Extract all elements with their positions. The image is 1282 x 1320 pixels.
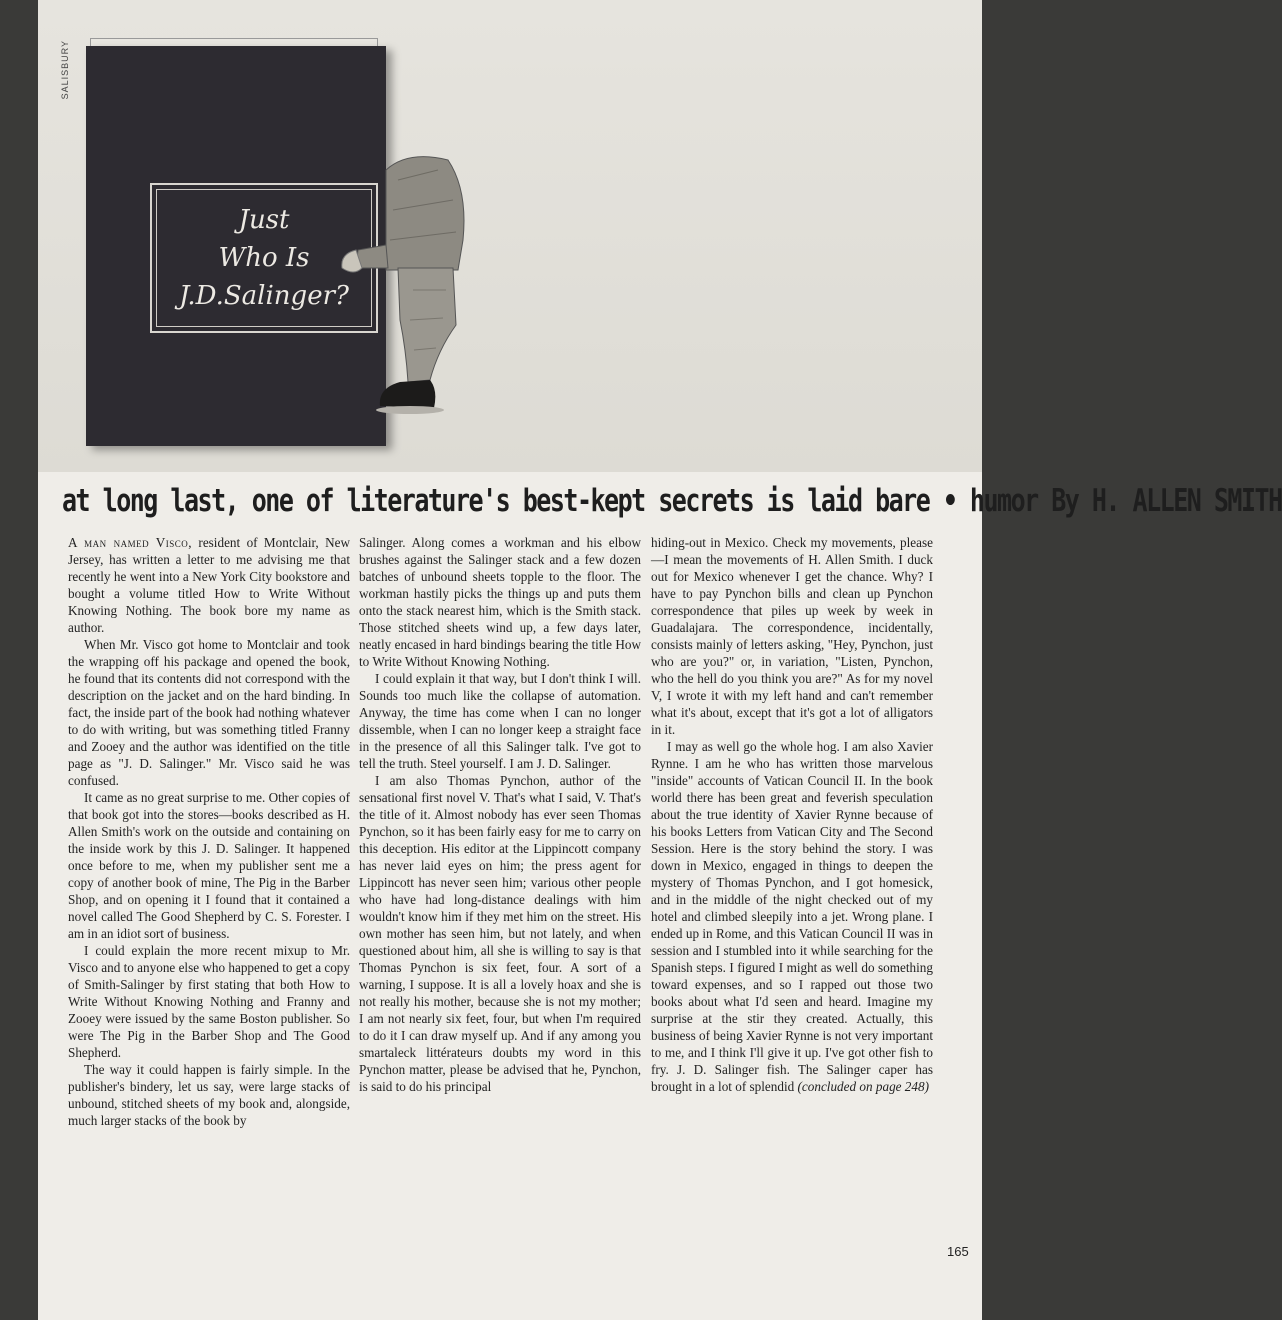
illustration-photo [38,0,982,472]
photo-credit: SALISBURY [60,40,70,100]
article-column-1 [68,534,350,1129]
article-column-2 [359,534,641,1095]
page-number: 165 [947,1244,969,1259]
continued-note: (concluded on page 248) [797,1079,929,1094]
paragraph: I may as well go the whole hog. I am also Xavier Rynne. I am he who has written those marvelous "inside" accounts of Vatican Council II. In the book world there has been great and feverish speculation about the true identity of Xavier Rynne because of his books Letters from Vatican City and The Second Session. Here is the story behind the story. I was down in Mexico, engaged in things to deepen the mystery of Thomas Pynchon, and I got homesick, and in the middle of the night checked out of my hotel and climbed sleepily into a jet. Wrong plane. I ended up in Rome, and this Vatican Council II was in session and I stumbled into it while searching for the Spanish steps. I figured I might as well do something toward expenses, and so I rapped out those two books about what I'd seen and heard. Imagine my surprise at the stir they created. Actually, this business of being Xavier Rynne is not very important to me, and I think I'll give it up. I've got other fish to fry. J. D. Salinger fish. The Salinger caper has brought in a lot of splendid (concluded on page 248) [651,739,933,1094]
article-column-3 [651,534,933,1095]
magazine-page [38,0,1282,1320]
paragraph: A man named Visco, resident of Montclair, New Jersey, has written a letter to me advising me that recently he went into a New York City bookstore and bought a volume titled How to Write Without Knowing Nothing. The book bore my name as author. [68,535,350,635]
paragraph: I could explain the more recent mixup to Mr. Visco and to anyone else who happened to get a copy of Smith-Salinger by first stating that both How to Write Without Knowing Nothing and Franny and Zooey were issued by the same Boston publisher. So were The Pig in the Barber Shop and The Good Shepherd. [68,943,350,1060]
paragraph: I am also Thomas Pynchon, author of the sensational first novel V. That's what I said, V. That's the title of it. Almost nobody has ever seen Thomas Pynchon, so it has been fairly easy for me to carry on this deception. His editor at the Lippincott company has never laid eyes on him; the press agent for Lippincott has never seen him; various other people who have had long-distance dealings with him wouldn't know him if they met him on the street. His own mother has seen him, but not lately, and when questioned about him, all she is willing to say is that Thomas Pynchon is six feet, four. A sort of a warning, I suppose. It is all a lovely hoax and she is not really his mother, because she is not my mother; I am not nearly six feet, four, but when I'm required to do it I can draw myself up. And if any among you smartaleck littérateurs doubts my word in this Pynchon matter, please be advised that he, Pynchon, is said to do his principal [359,773,641,1094]
paragraph: The way it could happen is fairly simple. In the publisher's bindery, let us say, were large stacks of unbound, stitched sheets of my book and, alongside, much larger stacks of the book by [68,1062,350,1128]
paragraph: It came as no great surprise to me. Other copies of that book got into the stores—books described as H. Allen Smith's work on the outside and containing on the inside work by this J. D. Salinger. It happened once before to me, when my publisher sent me a copy of another book of mine, The Pig in the Barber Shop, and on opening it I found that it contained a novel called The Good Shepherd by C. S. Forester. I am in an idiot sort of business. [68,790,350,941]
book-title-line-3: J.D.Salinger? [179,281,349,311]
book-title-line-2: Who Is [218,243,310,273]
paragraph: When Mr. Visco got home to Montclair and took the wrapping off his package and opened the book, he found that its contents did not correspond with the description on the jacket and on the hard binding. In fact, the inside part of the book had nothing whatever to do with writing, but was something titled Franny and Zooey and the author was identified on the title page as "J. D. Salinger." Mr. Visco said he was confused. [68,637,350,788]
book-title-line-1: Just [238,205,290,235]
lead-smallcaps: A man named Visco, [68,535,193,550]
hiding-figure-image [338,150,538,450]
paragraph: I could explain it that way, but I don't think I will. Sounds too much like the collapse of automation. Anyway, the time has come when I can no longer dissemble, when I can no longer keep a straight face in the presence of all this Salinger talk. I've got to tell the truth. Steel yourself. I am J. D. Salinger. [359,671,641,771]
paragraph: hiding-out in Mexico. Check my movements, please—I mean the movements of H. Allen Smith. I duck out for Mexico whenever I get the chance. Why? I have to pay Pynchon bills and clean up Pynchon correspondence that piles up week by week in Guadalajara. The correspondence, incidentally, consists mainly of letters asking, "Hey, Pynchon, just who are you?" or, in variation, "Listen, Pynchon, who the hell do you think you are?" As for my novel V, I wrote it with my left hand and can't remember what it's about, except that it's got a lot of alligators in it. [651,535,933,737]
paragraph: Salinger. Along comes a workman and his elbow brushes against the Salinger stack and a few dozen batches of unbound sheets topple to the floor. The workman hastily picks the things up and puts them onto the stack nearest him, which is the Smith stack. Those stitched sheets wind up, a few days later, neatly encased in hard bindings bearing the title How to Write Without Knowing Nothing. [359,535,641,669]
article-headline: at long last, one of literature's best-kept secrets is laid bare • humor By H. ALLEN SMITH [62,482,1282,519]
